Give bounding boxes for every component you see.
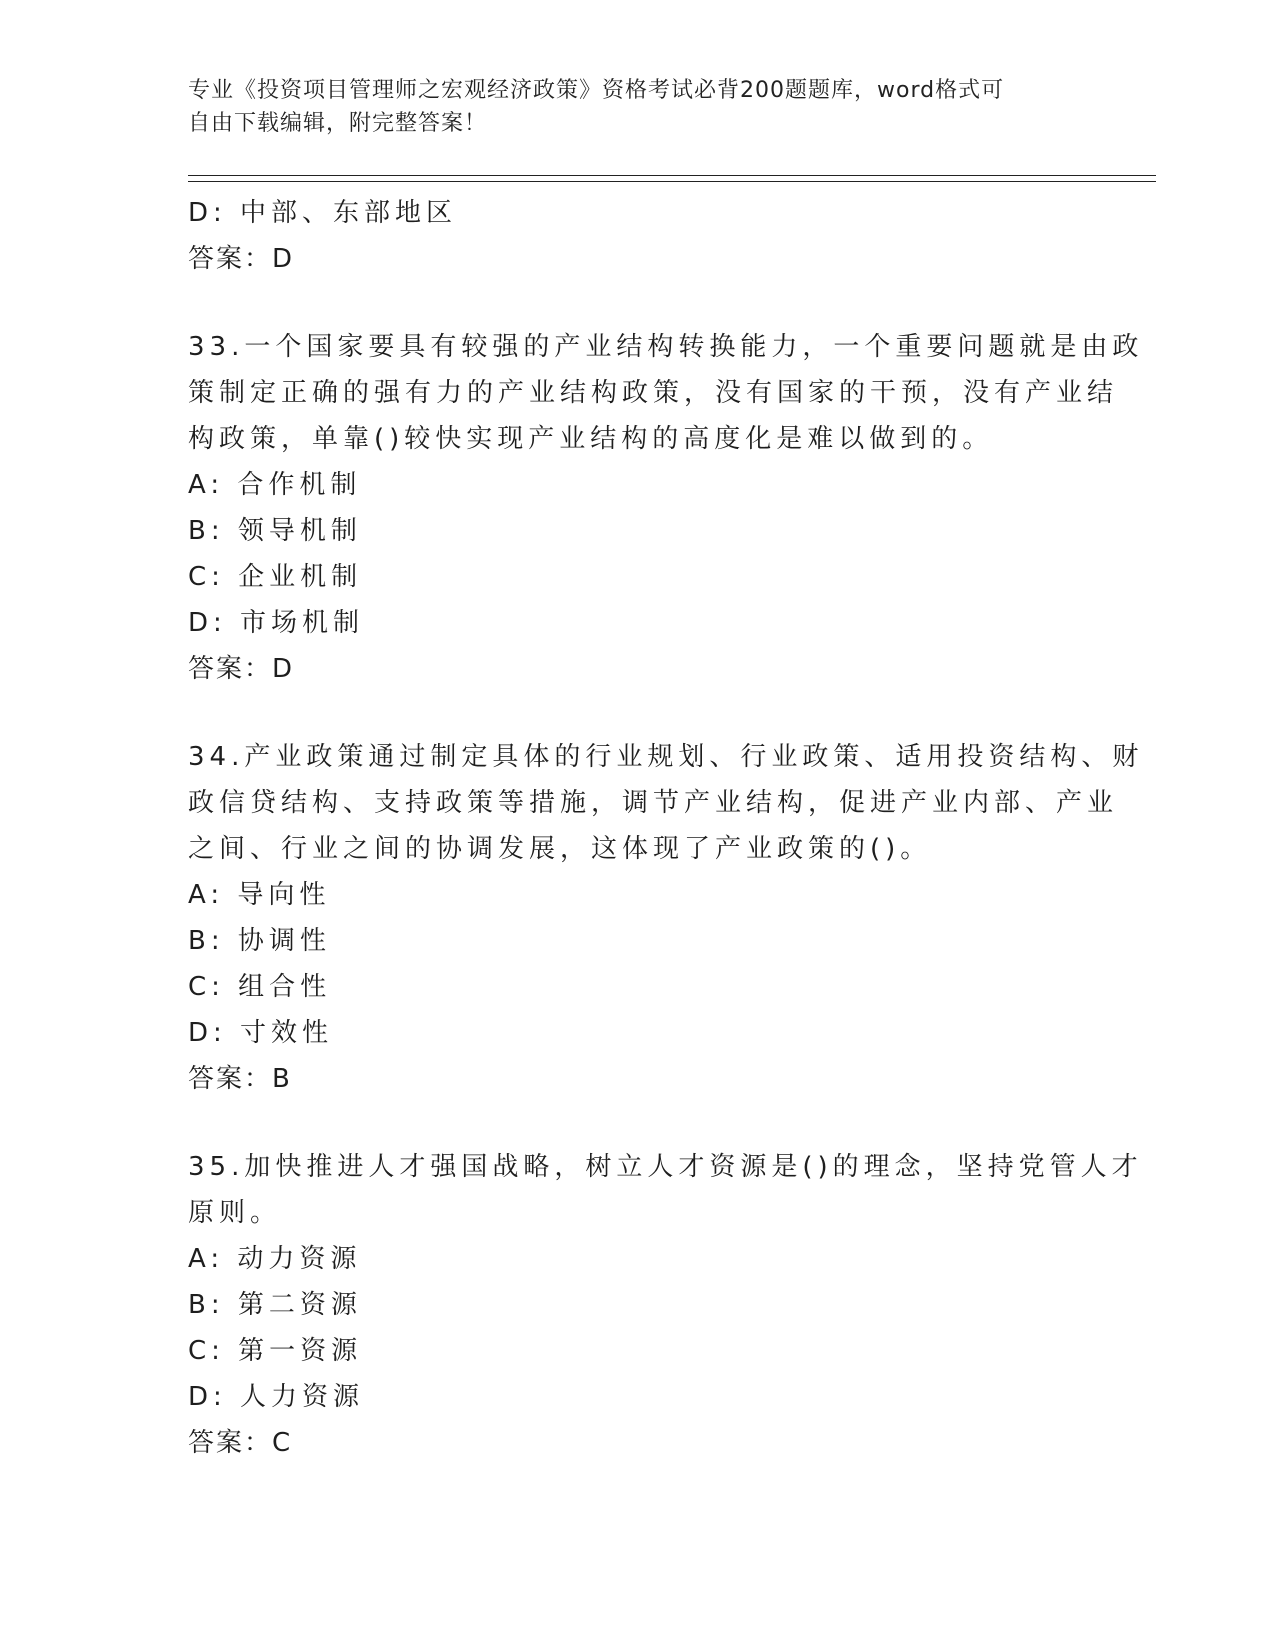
answer: 答案：D [188, 654, 295, 684]
continued-option-d: D: 中部、东部地区 [188, 198, 458, 228]
question-block [188, 324, 1144, 692]
option-b: B: 第二资源 [188, 1290, 362, 1320]
question-text-line: 之间、行业之间的协调发展，这体现了产业政策的()。 [188, 834, 932, 864]
option-a: A: 导向性 [188, 880, 331, 910]
question-text-line: 策制定正确的强有力的产业结构政策，没有国家的干预，没有产业结 [188, 378, 1119, 408]
question-text-line: 34.产业政策通过制定具体的行业规划、行业政策、适用投资结构、财 [188, 742, 1144, 772]
question-text-line: 33.一个国家要具有较强的产业结构转换能力，一个重要问题就是由政 [188, 332, 1144, 362]
spacer [188, 692, 1088, 734]
option-d: D: 市场机制 [188, 608, 365, 638]
document-header [188, 74, 1068, 140]
spacer [188, 1102, 1088, 1144]
answer: 答案：B [188, 1064, 292, 1094]
option-b: B: 领导机制 [188, 516, 362, 546]
question-text-line: 35.加快推进人才强国战略，树立人才资源是()的理念，坚持党管人才 [188, 1152, 1143, 1182]
header-line-1: 专业《投资项目管理师之宏观经济政策》资格考试必背200题题库，word格式可 [188, 78, 1005, 103]
question-text-line: 构政策，单靠()较快实现产业结构的高度化是难以做到的。 [188, 424, 994, 454]
option-c: C: 企业机制 [188, 562, 363, 592]
answer: 答案：C [188, 1428, 293, 1458]
question-block [188, 1144, 1143, 1466]
question-content [188, 190, 1144, 1466]
option-c: C: 第一资源 [188, 1336, 363, 1366]
option-d: D: 人力资源 [188, 1382, 365, 1412]
option-b: B: 协调性 [188, 926, 331, 956]
option-c: C: 组合性 [188, 972, 332, 1002]
question-block [188, 734, 1144, 1102]
option-d: D: 寸效性 [188, 1018, 334, 1048]
header-line-2: 自由下载编辑，附完整答案！ [188, 111, 488, 136]
spacer [188, 282, 1088, 324]
question-text-line: 原则。 [188, 1198, 282, 1228]
question-text-line: 政信贷结构、支持政策等措施，调节产业结构，促进产业内部、产业 [188, 788, 1119, 818]
option-a: A: 合作机制 [188, 470, 362, 500]
header-divider-bottom [188, 181, 1156, 182]
header-divider-top [188, 175, 1156, 176]
continued-answer: 答案：D [188, 244, 295, 274]
option-a: A: 动力资源 [188, 1244, 362, 1274]
